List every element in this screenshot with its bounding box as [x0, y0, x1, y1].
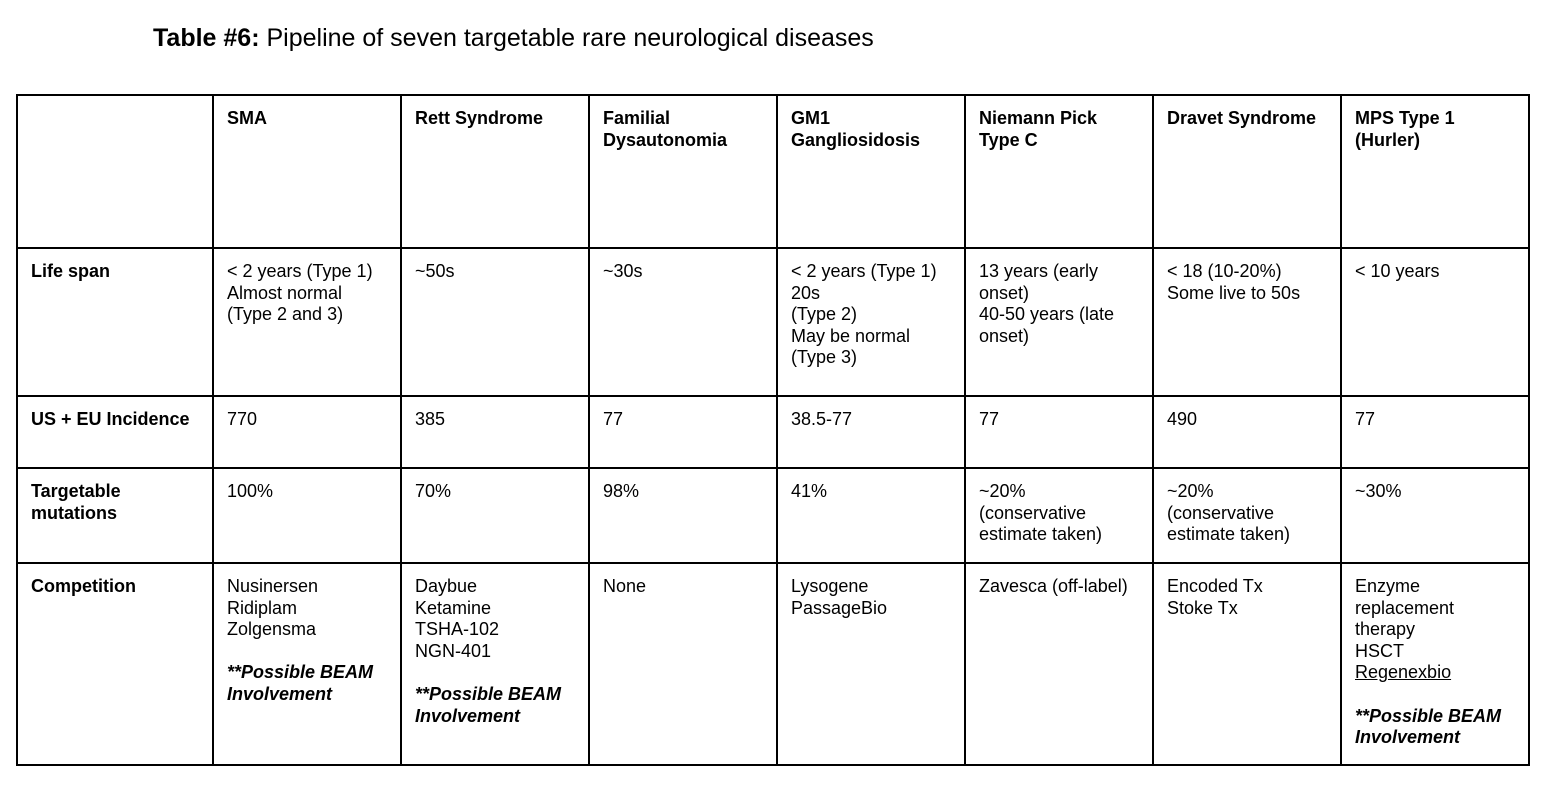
- cell-line: 77: [979, 409, 1000, 429]
- cell-line: (conservative: [979, 502, 1087, 523]
- table-cell: [213, 563, 401, 765]
- column-header-mps-type-1-hurler: MPS Type 1 (Hurler): [1341, 95, 1529, 248]
- cell-line: Almost normal: [227, 282, 343, 303]
- cell-line: (Type 3): [791, 347, 858, 368]
- cell-line: 38.5-77: [791, 409, 853, 429]
- table-cell: [213, 468, 401, 563]
- column-header-dravet-syndrome: Dravet Syndrome: [1153, 95, 1341, 248]
- cell-line: therapy: [1355, 619, 1416, 640]
- cell-line: 100%: [227, 481, 274, 501]
- cell-line: (conservative: [1167, 502, 1275, 523]
- table-cell: [777, 248, 965, 396]
- table-cell: [401, 563, 589, 765]
- table-title-text: Pipeline of seven targetable rare neurological diseases: [259, 24, 874, 52]
- table-cell: [1341, 468, 1529, 563]
- table-row-competition: [17, 563, 1529, 765]
- cell-line: Regenexbio: [1355, 662, 1452, 683]
- column-header-gm1-gangliosidosis: GM1 Gangliosidosis: [777, 95, 965, 248]
- cell-line: Stoke Tx: [1167, 597, 1238, 618]
- cell-line: onset): [979, 325, 1030, 346]
- table-cell: [401, 248, 589, 396]
- table-title: [153, 24, 874, 53]
- table-row-us-eu-incidence: [17, 396, 1529, 468]
- table-cell: [965, 248, 1153, 396]
- table-cell: [777, 396, 965, 468]
- cell-line: Nusinersen: [227, 576, 319, 596]
- table-cell: [1341, 248, 1529, 396]
- cell-line: ~30s: [603, 261, 643, 281]
- cell-line: ~20%: [1167, 481, 1214, 501]
- cell-line: replacement: [1355, 597, 1455, 618]
- table-row-targetable-mutations: [17, 468, 1529, 563]
- cell-line: NGN-401: [415, 640, 492, 661]
- table-cell: [401, 468, 589, 563]
- cell-line: estimate taken): [979, 524, 1103, 545]
- table-header-row: [17, 95, 1529, 248]
- cell-line: 77: [603, 409, 624, 429]
- cell-line: (Type 2): [791, 304, 858, 325]
- cell-line: 20s: [791, 282, 821, 303]
- cell-line: ~30%: [1355, 481, 1402, 501]
- table-cell: [1153, 468, 1341, 563]
- cell-line: HSCT: [1355, 640, 1404, 661]
- table-cell: [589, 396, 777, 468]
- table-cell: [401, 396, 589, 468]
- cell-line: Involvement: [1355, 727, 1461, 748]
- table-cell: [777, 563, 965, 765]
- cell-line: 40-50 years (late: [979, 304, 1115, 325]
- cell-line: 490: [1167, 409, 1198, 429]
- table-title-label: Table #6:: [153, 24, 260, 52]
- column-header-sma: SMA: [213, 95, 401, 248]
- table-cell: [1153, 396, 1341, 468]
- cell-line: [227, 641, 387, 663]
- table-cell: [213, 396, 401, 468]
- cell-line: [415, 662, 575, 684]
- row-header-targetable-mutations: Targetable mutations: [17, 468, 213, 563]
- table-body: [17, 95, 1529, 765]
- cell-line: Ridiplam: [227, 597, 298, 618]
- table-cell: [1153, 248, 1341, 396]
- table-cell: [965, 396, 1153, 468]
- table-cell: [589, 563, 777, 765]
- cell-line: Some live to 50s: [1167, 282, 1301, 303]
- table-cell: [1341, 396, 1529, 468]
- cell-line: Involvement: [227, 683, 333, 704]
- disease-pipeline-table: [16, 94, 1530, 766]
- cell-line: May be normal: [791, 325, 911, 346]
- cell-line: **Possible BEAM: [1355, 705, 1502, 726]
- table-cell: [965, 563, 1153, 765]
- cell-line: Zavesca (off-label): [979, 576, 1128, 596]
- cell-line: **Possible BEAM: [227, 662, 374, 683]
- cell-line: estimate taken): [1167, 524, 1291, 545]
- cell-line: 98%: [603, 481, 640, 501]
- table-cell: [213, 248, 401, 396]
- cell-line: 13 years (early: [979, 261, 1099, 281]
- cell-line: 385: [415, 409, 446, 429]
- cell-line: onset): [979, 282, 1030, 303]
- cell-line: Encoded Tx: [1167, 576, 1263, 596]
- row-header-us-eu-incidence: US + EU Incidence: [17, 396, 213, 468]
- cell-line: ~20%: [979, 481, 1026, 501]
- table-cell: [777, 468, 965, 563]
- cell-line: ~50s: [415, 261, 455, 281]
- cell-line: < 10 years: [1355, 261, 1440, 281]
- table-cell: [965, 468, 1153, 563]
- cell-line: Daybue: [415, 576, 478, 596]
- table-cell: [589, 248, 777, 396]
- column-header-rett-syndrome: Rett Syndrome: [401, 95, 589, 248]
- cell-line: 77: [1355, 409, 1376, 429]
- column-header-niemann-pick-type-c: Niemann Pick Type C: [965, 95, 1153, 248]
- cell-line: None: [603, 576, 647, 596]
- header-corner-cell: [17, 95, 213, 248]
- cell-line: Enzyme: [1355, 576, 1421, 596]
- cell-line: [1355, 684, 1515, 706]
- cell-line: (Type 2 and 3): [227, 304, 344, 325]
- cell-line: 70%: [415, 481, 452, 501]
- cell-line: PassageBio: [791, 597, 888, 618]
- cell-line: TSHA-102: [415, 619, 500, 640]
- cell-line: 770: [227, 409, 258, 429]
- cell-line: Ketamine: [415, 597, 492, 618]
- cell-line: 41%: [791, 481, 828, 501]
- cell-line: < 2 years (Type 1): [791, 261, 937, 281]
- table-cell: [1341, 563, 1529, 765]
- row-header-life-span: Life span: [17, 248, 213, 396]
- table-cell: [1153, 563, 1341, 765]
- cell-line: < 2 years (Type 1): [227, 261, 373, 281]
- table-row-life-span: [17, 248, 1529, 396]
- cell-line: Involvement: [415, 705, 521, 726]
- cell-line: < 18 (10-20%): [1167, 261, 1282, 281]
- cell-line: Lysogene: [791, 576, 869, 596]
- column-header-familial-dysautonomia: Familial Dysautonomia: [589, 95, 777, 248]
- row-header-competition: Competition: [17, 563, 213, 765]
- table-cell: [589, 468, 777, 563]
- cell-line: Zolgensma: [227, 619, 317, 640]
- cell-line: **Possible BEAM: [415, 683, 562, 704]
